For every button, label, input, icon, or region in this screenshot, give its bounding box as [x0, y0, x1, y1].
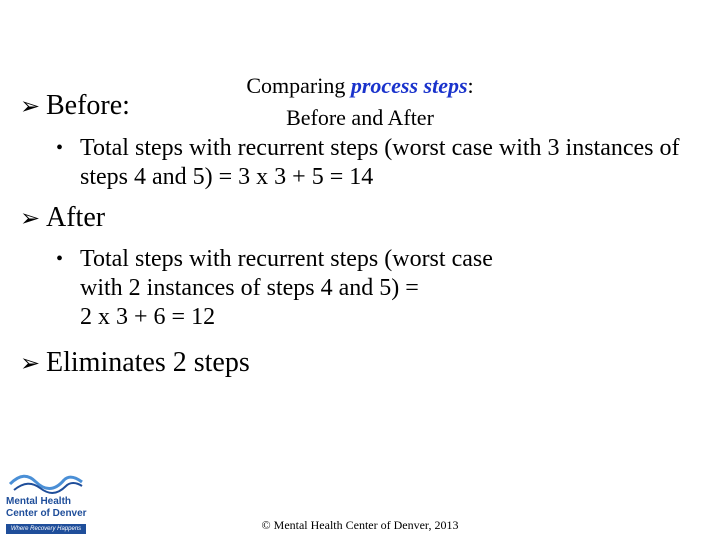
sub-bullet-after-line-3: 2 x 3 + 6 = 12	[80, 304, 216, 330]
title-emphasis: process steps	[350, 73, 468, 98]
copyright-footer: © Mental Health Center of Denver, 2013	[261, 518, 459, 532]
dot-bullet-icon: •	[56, 248, 64, 270]
bullet-after	[20, 202, 105, 235]
bullet-eliminates-label: Eliminates 2 steps	[46, 347, 250, 378]
title-line-1	[180, 70, 540, 102]
title-suffix: :	[467, 73, 474, 98]
bullet-after-label: After	[46, 202, 106, 233]
logo-name-line-2: Center of Denver	[6, 508, 87, 519]
sub-bullet-after-text	[80, 245, 696, 332]
title-line-2: Before and After	[286, 105, 434, 130]
logo-name-line-1: Mental Health	[6, 496, 72, 507]
bullet-before	[20, 90, 130, 123]
arrow-bullet-icon: ➢	[20, 94, 41, 120]
arrow-bullet-icon: ➢	[20, 351, 41, 377]
bullet-before-label: Before:	[46, 90, 130, 121]
dot-bullet-icon: •	[56, 137, 64, 159]
sub-bullet-after-line-2: with 2 instances of steps 4 and 5) =	[80, 275, 419, 301]
bullet-eliminates	[20, 347, 250, 380]
arrow-bullet-icon: ➢	[20, 206, 41, 232]
sub-bullet-after	[56, 245, 696, 332]
sub-bullet-before	[56, 134, 696, 192]
slide-title	[180, 70, 540, 134]
sub-bullet-after-line-1: Total steps with recurrent steps (worst case	[80, 246, 493, 272]
logo-tagline: Where Recovery Happens	[6, 524, 86, 534]
sub-bullet-before-text: Total steps with recurrent steps (worst case with 3 instances of steps 4 and 5) = 3 x 3 + 5 = 14	[80, 135, 680, 190]
title-prefix: Comparing	[246, 73, 351, 98]
